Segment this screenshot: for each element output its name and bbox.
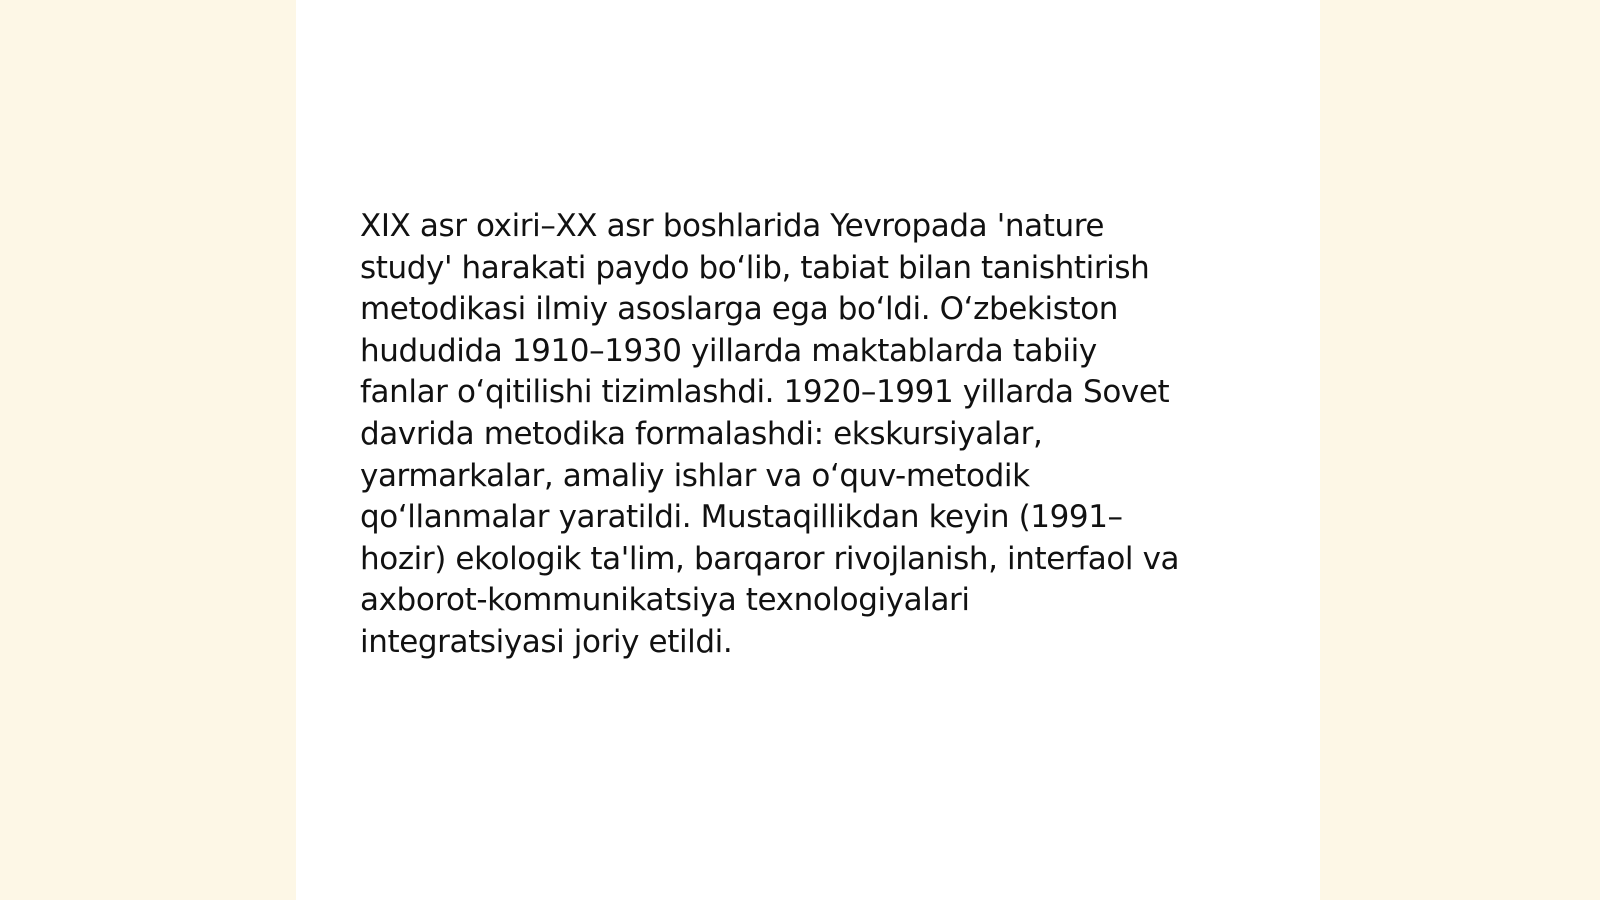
text-line: davrida metodika formalashdi: ekskursiyalar, [360, 415, 1043, 452]
text-line: XIX asr oxiri–XX asr boshlarida Yevropada 'nature [360, 208, 1105, 244]
right-margin [1320, 0, 1600, 900]
text-line: hududida 1910–1930 yillarda maktablarda tabiiy [360, 332, 1097, 369]
text-line: study' harakati paydo boʻlib, tabiat bilan tanishtirish [360, 249, 1150, 286]
text-line: fanlar oʻqitilishi tizimlashdi. 1920–1991 yillarda Sovet [360, 374, 1170, 411]
text-line: metodikasi ilmiy asoslarga ega boʻldi. Oʻzbekiston [360, 291, 1119, 328]
slide-body-text [360, 206, 1260, 664]
text-line: yarmarkalar, amaliy ishlar va oʻquv-metodik [360, 457, 1030, 494]
slide [296, 0, 1320, 900]
left-margin [0, 0, 296, 900]
text-line: qoʻllanmalar yaratildi. Mustaqillikdan keyin (1991– [360, 499, 1123, 536]
text-line: hozir) ekologik ta'lim, barqaror rivojlanish, interfaol va [360, 540, 1180, 577]
text-line: axborot-kommunikatsiya texnologiyalari [360, 582, 970, 619]
text-line: integratsiyasi joriy etildi. [360, 623, 733, 660]
